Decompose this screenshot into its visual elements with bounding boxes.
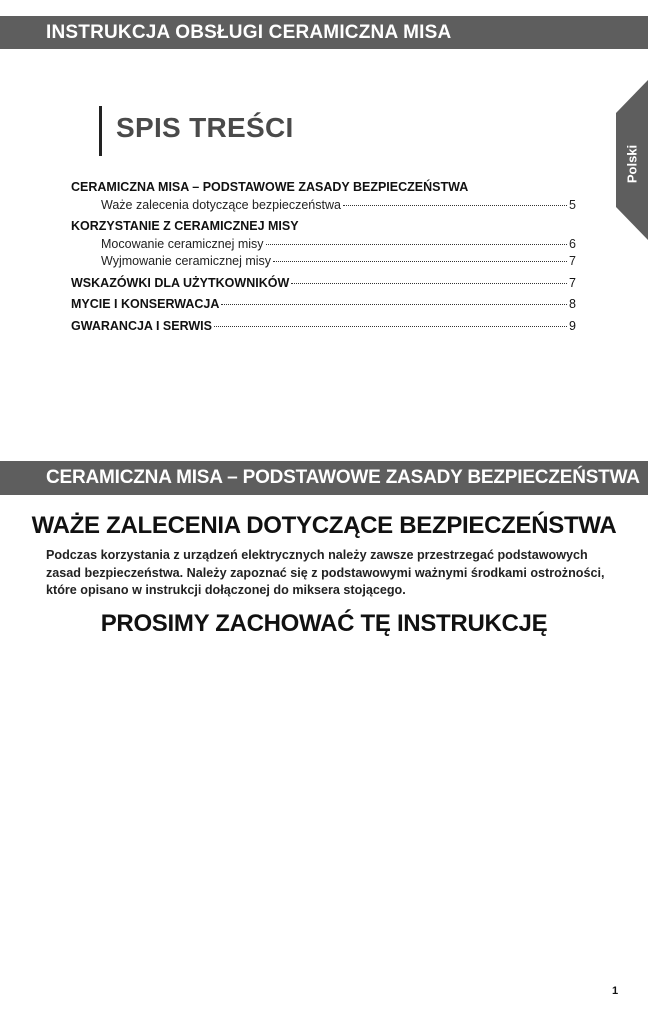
section-band (0, 461, 648, 495)
toc-entry[interactable] (71, 276, 576, 294)
toc-leader-dots (221, 304, 567, 305)
toc-entry-page: 5 (569, 197, 576, 212)
toc-leader-dots (214, 326, 567, 327)
toc-title-rule (99, 106, 102, 156)
toc-entry[interactable] (71, 198, 576, 216)
toc-entry-page: 8 (569, 297, 576, 311)
toc-title: SPIS TREŚCI (116, 112, 294, 143)
toc-leader-dots (343, 205, 567, 206)
header-title: INSTRUKCJA OBSŁUGI CERAMICZNA MISA (46, 22, 452, 43)
toc-entry[interactable] (71, 237, 576, 255)
toc-entry-label: KORZYSTANIE Z CERAMICZNEJ MISY (71, 219, 299, 233)
language-tab-label: Polski (624, 144, 640, 184)
toc-entry-page: 6 (569, 236, 576, 251)
toc-entry-page: 9 (569, 318, 576, 333)
safety-body-text: Podczas korzystania z urządzeń elektrycznych należy zawsze przestrzegać podstawowych zasad bezpieczeństwa. Należy zapoznać się z podstawowymi ważnymi środkami ostrożności, które opisano w instrukcji dołączonej do miksera stojącego. (46, 548, 605, 597)
toc-entry[interactable] (71, 254, 576, 272)
safety-heading: WAŻE ZALECENIA DOTYCZĄCE BEZPIECZEŃSTWA (31, 512, 617, 539)
toc-entry-label: MYCIE I KONSERWACJA (71, 297, 220, 311)
page-number: 1 (612, 985, 619, 997)
toc-entry-label: WSKAZÓWKI DLA UŻYTKOWNIKÓW (71, 275, 290, 290)
toc-leader-dots (291, 283, 567, 284)
toc-entry-label: CERAMICZNA MISA – PODSTAWOWE ZASADY BEZPIECZEŃSTWA (71, 180, 469, 194)
toc-entry-page: 7 (569, 254, 576, 268)
keep-instructions-heading: PROSIMY ZACHOWAĆ TĘ INSTRUKCJĘ (100, 610, 548, 637)
section-band-title: CERAMICZNA MISA – PODSTAWOWE ZASADY BEZPIECZEŃSTWA (46, 467, 640, 488)
toc-entry[interactable] (71, 219, 576, 237)
table-of-contents (71, 180, 576, 336)
toc-entry[interactable] (71, 180, 576, 198)
toc-entry-label: Waże zalecenia dotyczące bezpieczeństwa (101, 197, 341, 212)
toc-entry-label: Mocowanie ceramicznej misy (101, 236, 264, 251)
toc-entry-label: GWARANCJA I SERWIS (71, 318, 212, 333)
toc-entry-label: Wyjmowanie ceramicznej misy (101, 254, 272, 268)
toc-entry[interactable] (71, 297, 576, 315)
header-band (0, 16, 648, 49)
toc-entry-page: 7 (569, 275, 576, 290)
toc-entry[interactable] (71, 319, 576, 337)
toc-leader-dots (273, 261, 567, 262)
toc-leader-dots (266, 244, 567, 245)
